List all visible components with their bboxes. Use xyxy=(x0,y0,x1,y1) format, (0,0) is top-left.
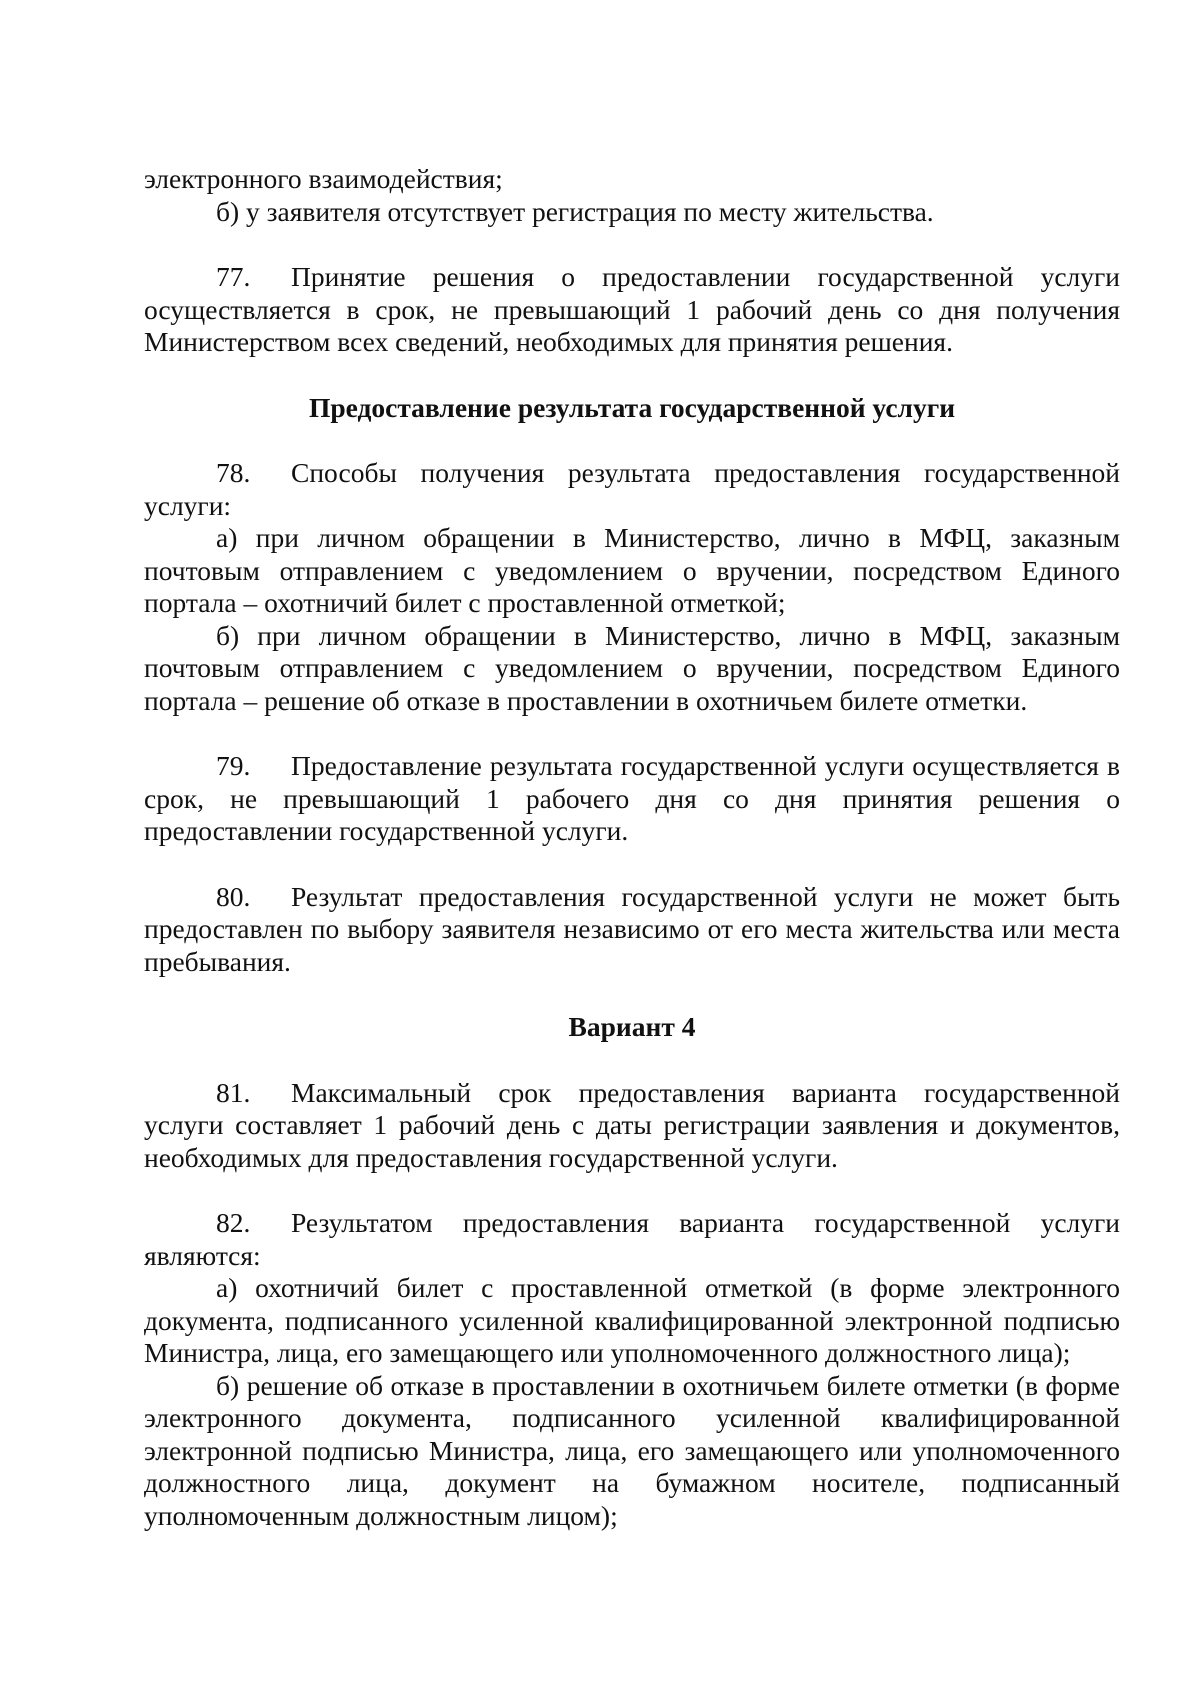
paragraph-number: 79. xyxy=(216,750,251,781)
list-item-b-methods: б) при личном обращении в Министерство, лично в МФЦ, заказным почтовым отправлением с уведомлением о вручении, посредством Единого портала – решение об отказе в проставлении в охотничьем билете отметки. xyxy=(144,619,1120,716)
paragraph-80 xyxy=(144,881,1120,979)
paragraph-77 xyxy=(144,261,1120,359)
list-item-a-results: а) охотничий билет с проставленной отметкой (в форме электронного документа, подписанного усиленной квалифицированной электронной подписью Министра, лица, его замещающего или уполномоченного должностного лица); xyxy=(144,1272,1120,1368)
paragraph-number: 77. xyxy=(216,261,251,292)
paragraph-text: Принятие решения о предоставлении государственной услуги осуществляется в срок, не превышающий 1 рабочий день со дня получения Министерством всех сведений, необходимых для принятия решения. xyxy=(144,261,1120,357)
section-heading-variant-4: Вариант 4 xyxy=(568,1011,696,1042)
list-item-a-methods: а) при личном обращении в Министерство, лично в МФЦ, заказным почтовым отправлением с уведомлением о вручении, посредством Единого портала – охотничий билет с проставленной отметкой; xyxy=(144,522,1120,618)
paragraph-text: Максимальный срок предоставления варианта государственной услуги составляет 1 рабочий день с даты регистрации заявления и документов, необходимых для предоставления государственной услуги. xyxy=(144,1076,1120,1173)
paragraph-number: 81. xyxy=(216,1076,251,1108)
paragraph-78 xyxy=(144,457,1120,522)
paragraph-79 xyxy=(144,750,1120,848)
document-page xyxy=(144,163,1120,1532)
paragraph-continuation: электронного взаимодействия; xyxy=(144,163,503,194)
paragraph-text: Способы получения результата предоставления государственной услуги: xyxy=(144,457,1120,521)
paragraph-text: Результат предоставления государственной услуги не может быть предоставлен по выбору заявителя независимо от его места жительства или места пребывания. xyxy=(144,880,1120,977)
paragraph-number: 82. xyxy=(216,1207,251,1238)
list-item-b-registration: б) у заявителя отсутствует регистрация по месту жительства. xyxy=(216,195,934,227)
paragraph-82 xyxy=(144,1207,1120,1272)
paragraph-81 xyxy=(144,1077,1120,1175)
section-heading-result: Предоставление результата государственной услуги xyxy=(308,391,956,423)
paragraph-text: Предоставление результата государственной услуги осуществляется в срок, не превышающий 1 рабочего дня со дня принятия решения о предоставлении государственной услуги. xyxy=(144,750,1120,846)
paragraph-number: 78. xyxy=(216,457,251,488)
list-item-b-results: б) решение об отказе в проставлении в охотничьем билете отметки (в форме электронного документа, подписанного усиленной квалифицированной электронной подписью Министра, лица, его замещающего или уполномоченного должностного лица, документ на бумажном носителе, подписанный уполномоченным должностным лицом); xyxy=(144,1369,1120,1531)
paragraph-number: 80. xyxy=(216,880,251,912)
paragraph-text: Результатом предоставления варианта государственной услуги являются: xyxy=(144,1207,1120,1271)
